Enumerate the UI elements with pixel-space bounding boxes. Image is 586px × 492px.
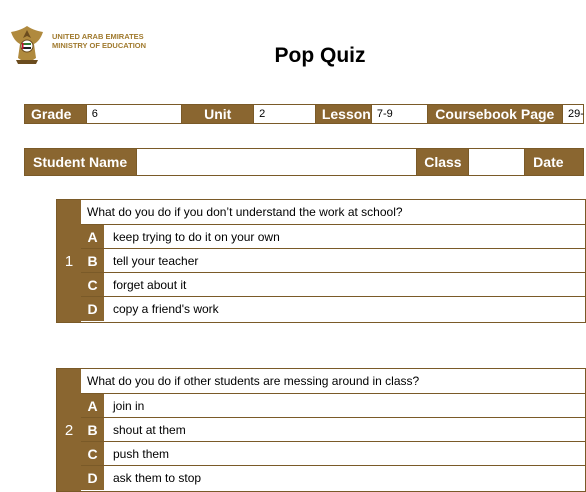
option-letter: C [81, 442, 105, 465]
question-1 [56, 199, 586, 323]
unit-label: Unit [182, 105, 254, 123]
option-text: ask them to stop [113, 471, 202, 485]
option-letter: A [81, 225, 105, 248]
page-title: Pop Quiz [274, 44, 366, 67]
student-name-label: Student Name [25, 149, 137, 175]
coursebook-page-label: Coursebook Page [428, 105, 563, 123]
option-a[interactable] [81, 225, 585, 249]
grade-value[interactable]: 6 [87, 105, 183, 123]
option-letter: D [81, 297, 105, 321]
lesson-info-row [24, 104, 584, 124]
option-text: push them [113, 446, 170, 461]
unit-value[interactable]: 2 [254, 105, 316, 123]
grade-label: Grade [25, 105, 87, 123]
option-letter: D [81, 466, 105, 490]
option-text: keep trying to do it on your own [113, 229, 280, 244]
ministry-line-2: MINISTRY OF EDUCATION [52, 41, 147, 50]
lesson-label: Lesson [316, 105, 372, 123]
option-a[interactable] [81, 394, 585, 418]
option-d[interactable] [81, 297, 585, 321]
student-info-row [24, 148, 584, 176]
class-field[interactable] [469, 149, 525, 175]
question-number: 2 [57, 369, 81, 491]
option-text: forget about it [113, 277, 187, 292]
option-text: tell your teacher [113, 253, 199, 268]
date-label: Date [525, 149, 583, 175]
question-number: 1 [57, 200, 81, 322]
ministry-line-1: UNITED ARAB EMIRATES [52, 32, 144, 41]
question-text: What do you do if you don’t understand the work at school? [81, 200, 585, 225]
coursebook-page-value[interactable]: 29- [563, 105, 583, 123]
lesson-value[interactable]: 7-9 [372, 105, 428, 123]
option-letter: A [81, 394, 105, 417]
question-body [81, 369, 585, 491]
option-text: join in [113, 398, 145, 413]
option-c[interactable] [81, 273, 585, 297]
option-b[interactable] [81, 418, 585, 442]
option-text: shout at them [113, 422, 186, 437]
option-b[interactable] [81, 249, 585, 273]
option-letter: C [81, 273, 105, 296]
option-c[interactable] [81, 442, 585, 466]
question-2 [56, 368, 586, 492]
option-letter: B [81, 418, 105, 441]
option-letter: B [81, 249, 105, 272]
option-text: copy a friend's work [113, 302, 219, 316]
question-text: What do you do if other students are messing around in class? [81, 369, 585, 394]
student-name-field[interactable] [137, 149, 418, 175]
option-d[interactable] [81, 466, 585, 490]
question-body [81, 200, 585, 322]
class-label: Class [417, 149, 469, 175]
